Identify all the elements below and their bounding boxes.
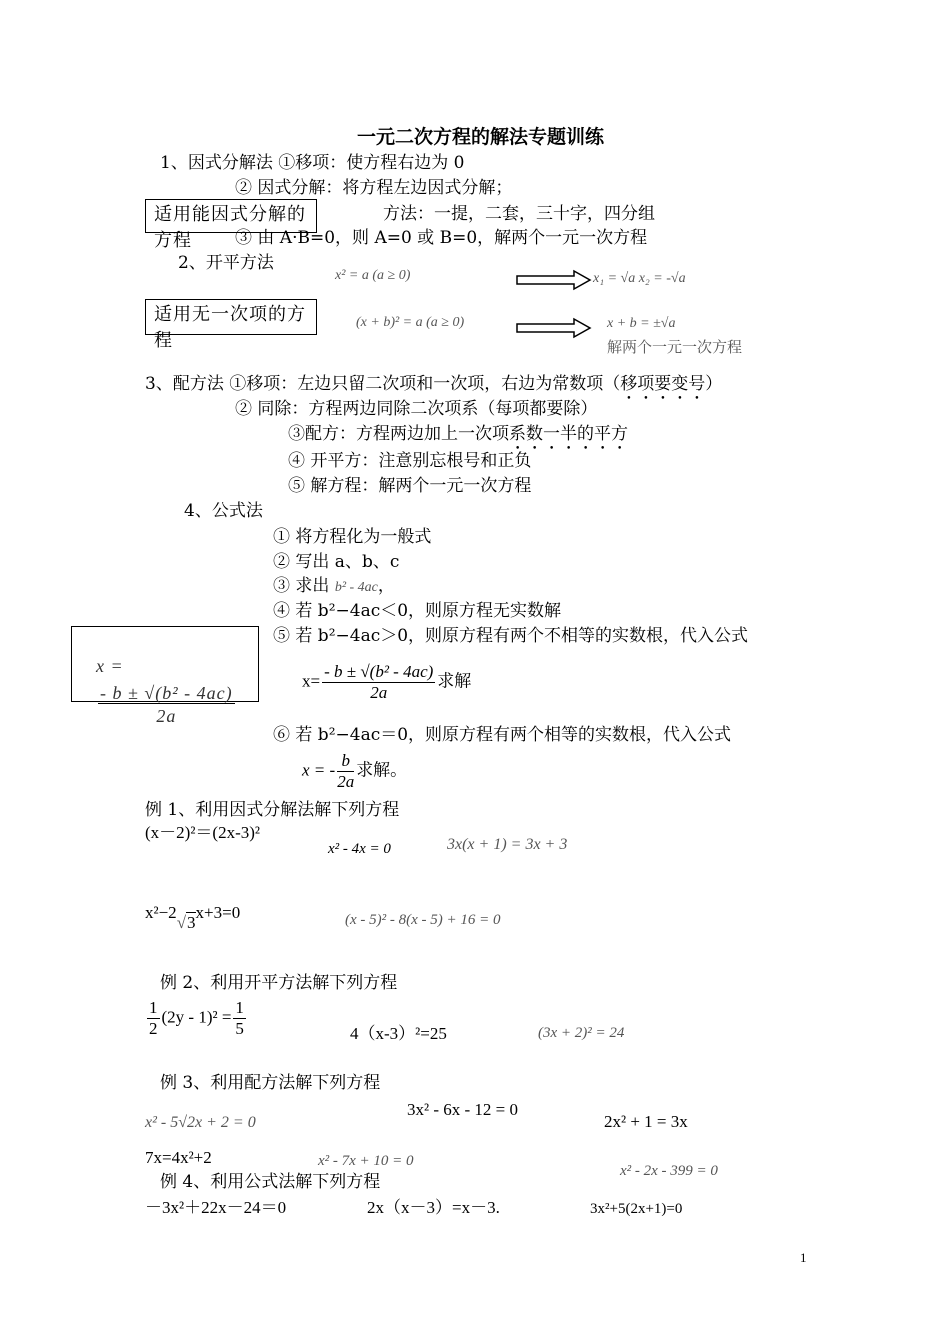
example2-eq1-lfrac <box>147 998 160 1039</box>
example1-eq3: 3x(x + 1) = 3x + 3 <box>447 836 568 853</box>
section3-emphasis-coef: 系数一半的平方 <box>509 424 628 444</box>
section3-line3-text: ③配方：方程两边加上一次项 <box>288 424 509 444</box>
example2-eq1-rfrac <box>233 998 246 1039</box>
section4-step2: ② 写出 a、b、c <box>273 552 400 572</box>
formula-box-numerator: - b ± √(b² - 4ac) <box>100 683 233 703</box>
formula6-lhs: x = - <box>302 760 336 780</box>
section1-line4: ③ 由 A·B=0，则 A=0 或 B=0，解两个一元一次方程 <box>235 228 648 248</box>
example1-eq4-part1: x²−2 <box>145 903 177 922</box>
section2-result2-note: 解两个一元一次方程 <box>607 338 743 356</box>
section3-line4: ④ 开平方：注意别忘根号和正负 <box>288 451 532 471</box>
example3-eq2: 3x² - 6x - 12 = 0 <box>407 1100 519 1119</box>
section4-step5: ⑤ 若 b²−4ac＞0，则原方程有两个不相等的实数根，代入公式 <box>273 626 749 646</box>
section1-box-text: 适用能因式分解的方程 <box>154 204 306 251</box>
example4-eq1: －3x²＋22x－24＝0 <box>145 1198 287 1217</box>
page-title: 一元二次方程的解法专题训练 <box>357 126 605 148</box>
example2-eq2: 4（x-3）²=25 <box>350 1024 447 1043</box>
quadratic-formula-box <box>71 626 259 726</box>
formula5-lhs: x= <box>302 671 321 691</box>
example2-eq1-lden: 2 <box>149 1019 158 1038</box>
example3-eq4: 7x=4x²+2 <box>145 1148 212 1167</box>
formula5-denominator: 2a <box>370 683 388 702</box>
example2-eq1-middle: (2y - 1)² = <box>161 1007 232 1027</box>
example1-label: 例 1、利用因式分解法解下列方程 <box>145 800 400 820</box>
section4-step1: ① 将方程化为一般式 <box>273 527 432 547</box>
example3-eq1: x² - 5√2x + 2 = 0 <box>145 1114 256 1131</box>
example2-eq1-rnum: 1 <box>235 998 244 1017</box>
section2-applicability-box <box>145 299 317 351</box>
example3-eq5: x² - 7x + 10 = 0 <box>318 1153 414 1169</box>
example1-eq5: (x - 5)² - 8(x - 5) + 16 = 0 <box>345 912 501 928</box>
section3-line1-text: 3、配方法 ①移项：左边只留二次项和一次项，右边为常数项（ <box>145 374 621 394</box>
section4-step3-comma: ， <box>377 576 395 596</box>
section4-label: 4、公式法 <box>184 501 263 521</box>
section2-formula2: (x + b)² = a (a ≥ 0) <box>356 315 465 330</box>
example2-label: 例 2、利用开平方法解下列方程 <box>160 973 398 993</box>
section1-line2: ② 因式分解：将方程左边因式分解； <box>235 178 513 198</box>
section4-discriminant: b² - 4ac <box>334 580 378 595</box>
section4-formula6 <box>302 751 407 792</box>
example2-eq3: (3x + 2)² = 24 <box>538 1025 625 1041</box>
formula5-tail: 求解 <box>437 671 472 692</box>
section1-line1: 1、因式分解法 ①移项：使方程右边为 0 <box>160 153 465 173</box>
section3-emphasis-sign: 移项要变号 <box>620 374 706 394</box>
formula6-numerator: b <box>337 751 354 772</box>
example2-eq1 <box>145 998 248 1039</box>
example1-eq4-radicand: 3 <box>187 913 196 932</box>
section3-line5: ⑤ 解方程：解两个一元一次方程 <box>288 476 532 496</box>
section2-result2: x + b = ±√a <box>607 316 676 331</box>
formula-box-lhs: x = <box>96 656 124 676</box>
formula6-tail: 求解。 <box>356 760 408 781</box>
example4-label: 例 4、利用公式法解下列方程 <box>160 1172 381 1192</box>
section1-line3: 方法：一提，二套，三十字，四分组 <box>383 204 655 224</box>
section2-box-text: 适用无一次项的方程 <box>154 304 306 351</box>
example3-eq3: 2x² + 1 = 3x <box>604 1112 688 1131</box>
section4-step3 <box>273 575 395 599</box>
example2-eq1-rden: 5 <box>235 1019 244 1038</box>
section3-line2: ② 同除：方程两边同除二次项系（每项都要除） <box>235 399 598 419</box>
formula-box-fraction <box>90 681 243 730</box>
section4-step4: ④ 若 b²−4ac＜0，则原方程无实数解 <box>273 601 562 621</box>
section4-step6: ⑥ 若 b²−4ac＝0，则原方程有两个相等的实数根，代入公式 <box>273 725 732 745</box>
formula5-fraction <box>322 662 435 703</box>
section4-step3-text: ③ 求出 <box>273 576 330 596</box>
formula5-numerator: - b ± √(b² - 4ac) <box>324 662 434 681</box>
section2-result1: x₁ = √a x₂ = -√a <box>593 271 686 286</box>
section3-line1-close: ） <box>705 374 723 394</box>
section2-formula1: x² = a (a ≥ 0) <box>335 268 411 283</box>
example4-eq2: 2x（x－3）=x－3. <box>367 1198 500 1217</box>
formula-box-denominator: 2a <box>156 706 177 726</box>
example1-eq2: x² - 4x = 0 <box>328 841 391 857</box>
example1-eq4: x²−2√3x+3=0 <box>145 903 241 932</box>
section4-formula5 <box>302 662 471 703</box>
formula6-fraction <box>337 751 354 792</box>
section2-label: 2、开平方法 <box>178 253 274 273</box>
example1-eq1: (x－2)²＝(2x-3)² <box>145 823 260 842</box>
example3-eq6: x² - 2x - 399 = 0 <box>620 1163 718 1179</box>
example4-eq3: 3x²+5(2x+1)=0 <box>590 1201 683 1217</box>
example1-eq4-part2: x+3=0 <box>195 903 241 922</box>
example3-label: 例 3、利用配方法解下列方程 <box>160 1073 381 1093</box>
formula6-denominator: 2a <box>337 772 355 791</box>
arrow-icon <box>516 270 592 290</box>
page-number: 1 <box>800 1250 807 1265</box>
example2-eq1-lnum: 1 <box>149 998 158 1017</box>
arrow-icon <box>516 318 592 338</box>
